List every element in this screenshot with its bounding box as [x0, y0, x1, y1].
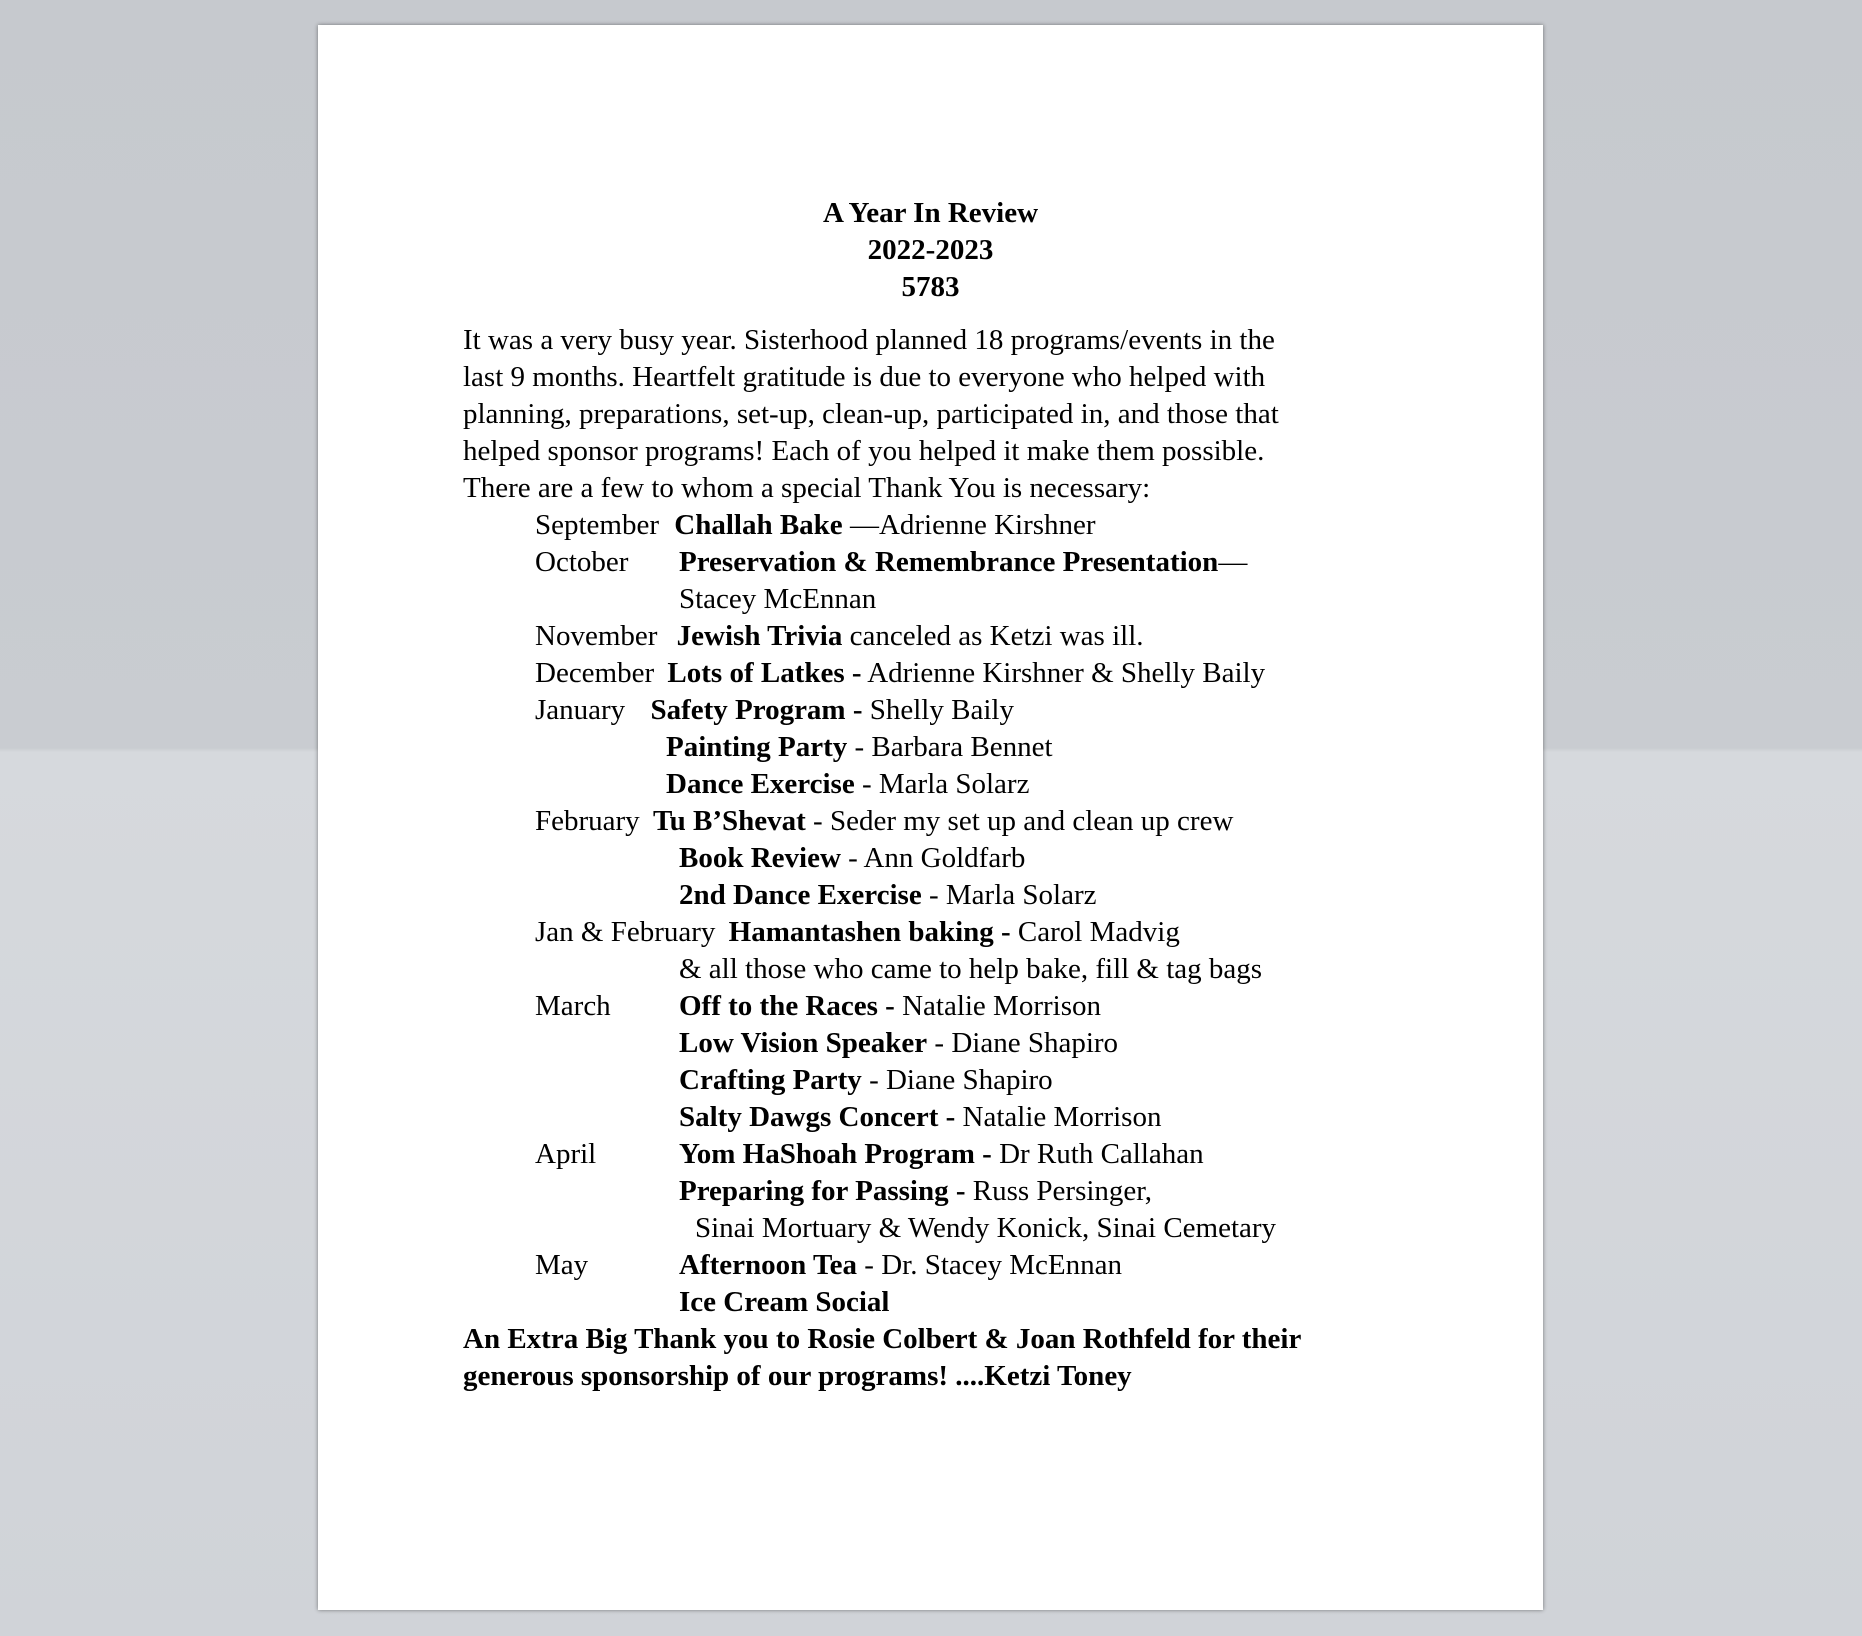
- intro-paragraph: [463, 322, 1473, 507]
- program-row-march: [535, 988, 611, 1025]
- program-row-january-2: [666, 729, 1053, 766]
- program-credit: Natalie Morrison: [955, 1101, 1162, 1133]
- program-credit: Shelly Baily: [862, 694, 1014, 726]
- program-row-march-1: [679, 988, 1101, 1025]
- month-label: January: [535, 694, 626, 726]
- intro-line: There are a few to whom a special Thank You is necessary:: [463, 472, 1151, 504]
- program-row-march-2: [679, 1025, 1118, 1062]
- intro-line: last 9 months. Heartfelt gratitude is due to everyone who helped with: [463, 361, 1266, 393]
- program-row-january: [535, 692, 1014, 729]
- program-title: 2nd Dance Exercise: [679, 879, 922, 911]
- program-row-jan-february: [535, 914, 1180, 951]
- program-credit: - Marla Solarz: [854, 768, 1030, 800]
- program-credit: Stacey McEnnan: [679, 583, 877, 615]
- program-title: Yom HaShoah Program -: [679, 1138, 992, 1170]
- month-label: Jan & February: [535, 916, 716, 948]
- program-credit: - Diane Shapiro: [927, 1027, 1119, 1059]
- program-credit: & all those who came to help bake, fill & tag bags: [679, 953, 1263, 985]
- program-credit: Natalie Morrison: [894, 990, 1101, 1022]
- program-row-october-cont: [679, 581, 876, 618]
- program-credit: —Adrienne Kirshner: [842, 509, 1096, 541]
- program-row-april-2: [679, 1173, 1152, 1210]
- intro-line: It was a very busy year. Sisterhood planned 18 programs/events in the: [463, 324, 1275, 356]
- month-label: November: [535, 620, 658, 652]
- program-title: Lots of Latkes -: [667, 657, 862, 689]
- month-label: March: [535, 990, 611, 1022]
- title-block: [318, 195, 1543, 306]
- month-label: April: [535, 1138, 597, 1170]
- program-row-march-3: [679, 1062, 1053, 1099]
- program-credit: - Barbara Bennet: [847, 731, 1053, 763]
- closing-line: generous sponsorship of our programs! ....Ketzi Toney: [463, 1360, 1132, 1392]
- program-credit: - Seder my set up and clean up crew: [805, 805, 1234, 837]
- program-credit: - Dr. Stacey McEnnan: [857, 1249, 1122, 1281]
- program-credit: Dr Ruth Callahan: [991, 1138, 1204, 1170]
- program-row-may: [535, 1247, 588, 1284]
- program-row-october: [535, 544, 628, 581]
- program-row-february-3: [679, 877, 1096, 914]
- month-label: May: [535, 1249, 589, 1281]
- program-row-april-1: [679, 1136, 1204, 1173]
- program-row-jan-february-cont: [679, 951, 1262, 988]
- closing-paragraph: [463, 1321, 1473, 1395]
- program-title: Preservation & Remembrance Presentation: [679, 546, 1219, 578]
- program-row-april: [535, 1136, 596, 1173]
- program-credit: - Marla Solarz: [921, 879, 1097, 911]
- program-title: Dance Exercise: [666, 768, 855, 800]
- program-title: Painting Party: [666, 731, 848, 763]
- program-row-january-3: [666, 766, 1029, 803]
- program-credit: Sinai Mortuary & Wendy Konick, Sinai Cemetary: [695, 1212, 1277, 1244]
- closing-line: An Extra Big Thank you to Rosie Colbert & Joan Rothfeld for their: [463, 1323, 1302, 1355]
- intro-line: helped sponsor programs! Each of you helped it make them possible.: [463, 435, 1265, 467]
- program-title: Off to the Races -: [679, 990, 895, 1022]
- program-row-october-title: [679, 544, 1247, 581]
- program-title: Afternoon Tea: [679, 1249, 858, 1281]
- program-title: Low Vision Speaker: [679, 1027, 928, 1059]
- month-label: October: [535, 546, 629, 578]
- intro-line: planning, preparations, set-up, clean-up, participated in, and those that: [463, 398, 1279, 430]
- title-years: 2022-2023: [867, 234, 994, 266]
- program-row-february: [535, 803, 1233, 840]
- program-row-november: [535, 618, 1144, 655]
- program-row-may-1: [679, 1247, 1122, 1284]
- program-credit: canceled as Ketzi was ill.: [842, 620, 1144, 652]
- program-title: Book Review: [679, 842, 841, 874]
- program-title: Safety Program -: [650, 694, 863, 726]
- program-title: Ice Cream Social: [679, 1286, 890, 1318]
- document-page: [318, 25, 1543, 1610]
- program-row-march-4: [679, 1099, 1161, 1136]
- program-row-february-2: [679, 840, 1025, 877]
- program-credit: Carol Madvig: [1010, 916, 1180, 948]
- program-title: Preparing for Passing -: [679, 1175, 966, 1207]
- month-label: September: [535, 509, 660, 541]
- program-credit: Russ Persinger,: [965, 1175, 1153, 1207]
- program-title: Hamantashen baking -: [728, 916, 1011, 948]
- program-credit: Adrienne Kirshner & Shelly Baily: [861, 657, 1266, 689]
- program-row-december: [535, 655, 1265, 692]
- program-credit: - Diane Shapiro: [861, 1064, 1053, 1096]
- program-title: Crafting Party: [679, 1064, 862, 1096]
- month-label: December: [535, 657, 655, 689]
- program-credit: —: [1218, 546, 1248, 578]
- program-row-may-2: [679, 1284, 889, 1321]
- title-heading: A Year In Review: [822, 197, 1039, 229]
- program-credit: - Ann Goldfarb: [840, 842, 1026, 874]
- program-title: Tu B’Shevat: [652, 805, 806, 837]
- program-list: [463, 507, 1473, 1321]
- program-title: Challah Bake: [674, 509, 843, 541]
- program-title: Salty Dawgs Concert -: [679, 1101, 956, 1133]
- program-row-april-2-cont: [695, 1210, 1276, 1247]
- program-row-september: [535, 507, 1096, 544]
- month-label: February: [535, 805, 640, 837]
- document-body: [463, 322, 1473, 1395]
- program-title: Jewish Trivia: [676, 620, 843, 652]
- title-hebrew-year: 5783: [901, 271, 960, 303]
